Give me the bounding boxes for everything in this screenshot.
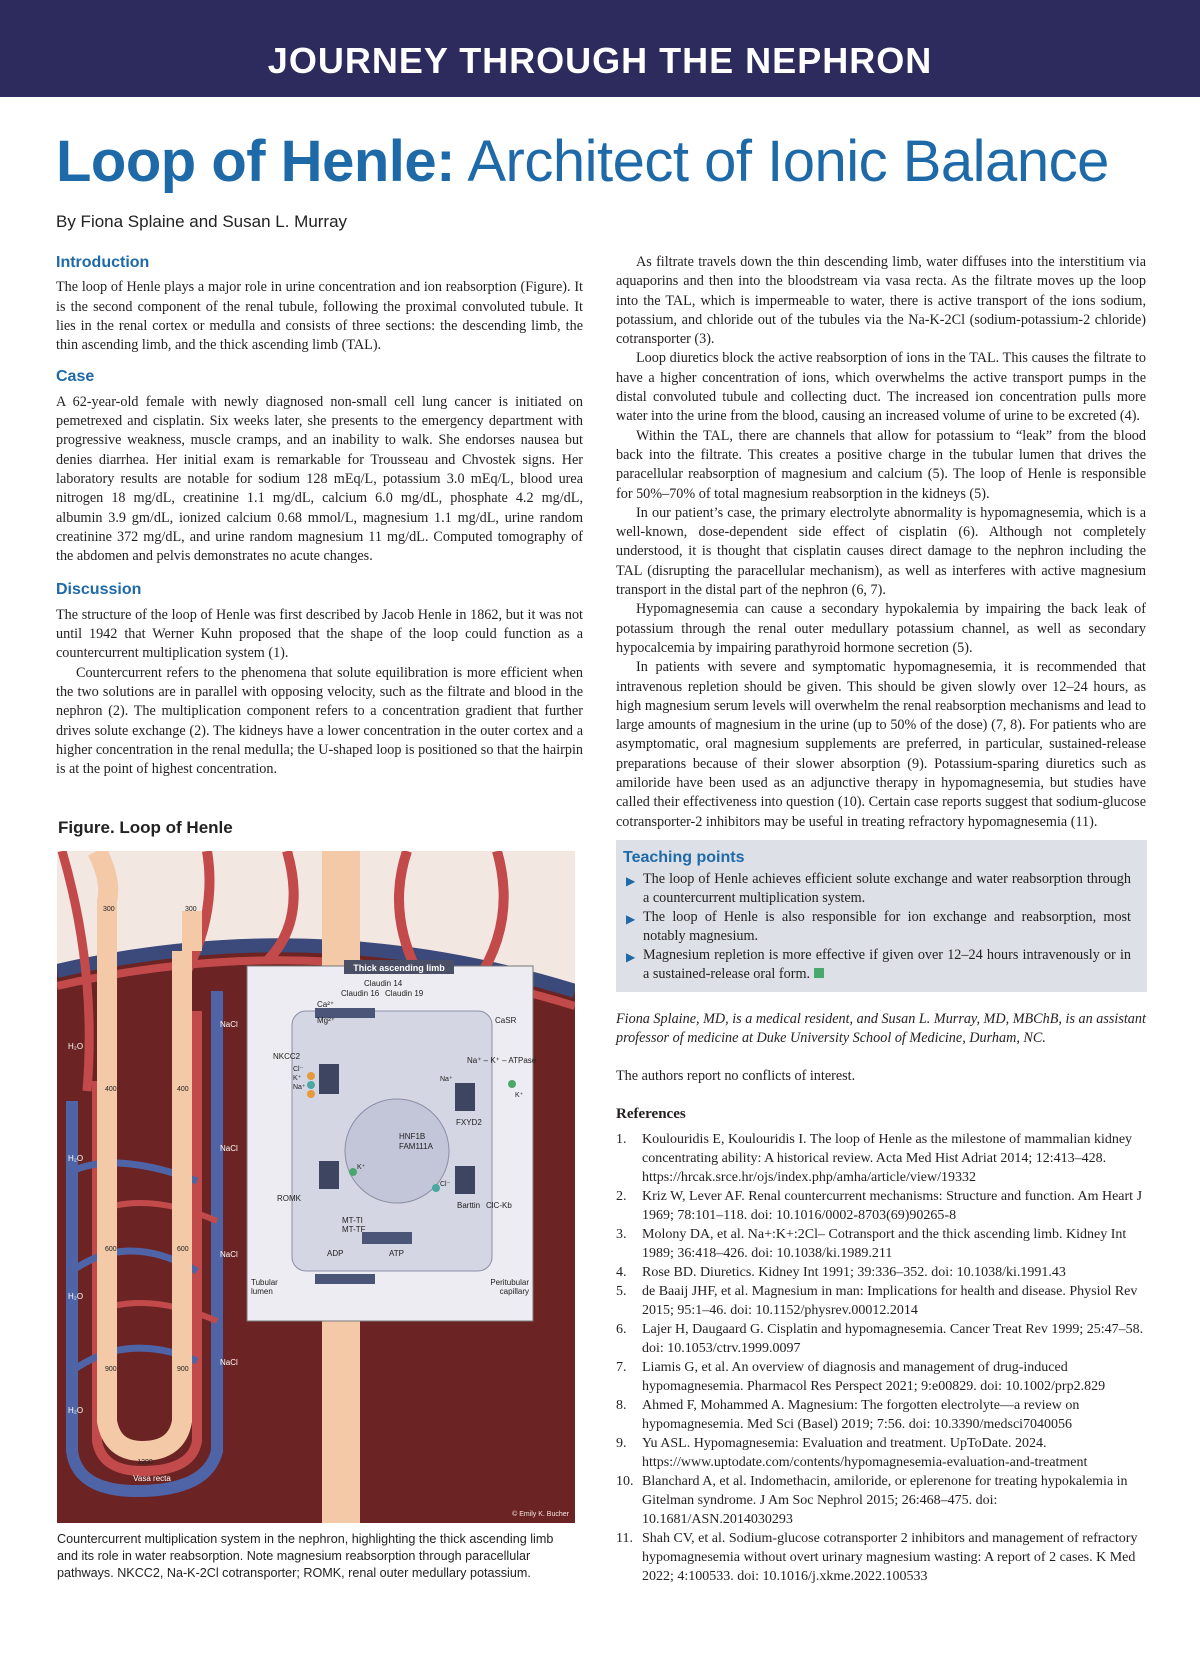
reference-item [616, 1396, 1146, 1434]
atp-label: ATP [389, 1249, 404, 1258]
adp-label: ADP [327, 1249, 344, 1258]
teaching-point-1 [626, 870, 1131, 908]
reference-number: 4. [616, 1265, 627, 1280]
na-pump-label: Na⁺ [440, 1076, 453, 1083]
reference-number: 7. [616, 1360, 627, 1375]
reference-number: 6. [616, 1322, 627, 1337]
reference-number: 9. [616, 1436, 627, 1451]
right-paragraph-5: Hypomagnesemia can cause a secondary hypokalemia by impairing the back leak of potassium through the renal outer medullary potassium channel, as well as secondary hypocalcemia by impairing parathyroid hormone secretion (5). [616, 601, 1146, 656]
na-ion [307, 1090, 315, 1098]
reference-text: Liamis G, et al. An overview of diagnosis and management of drug-induced hypomagnesemia. Pharmacol Res Perspect 2021; 9:e00829. doi: 10.1002/prp2.829 [642, 1360, 1106, 1394]
reference-text: Lajer H, Daugaard G. Cisplatin and hypomagnesemia. Cancer Treat Rev 1999; 25:47–58. doi: 10.1053/ctrv.1999.0097 [642, 1322, 1144, 1356]
concentration-900-right: 900 [177, 1366, 189, 1373]
bullet-triangle-icon: ▶ [626, 874, 636, 888]
k-romk-label: K⁺ [357, 1164, 366, 1171]
reference-item [616, 1358, 1146, 1396]
figure-title: Figure. Loop of Henle [58, 818, 233, 837]
k-ion [307, 1081, 315, 1089]
atpase-label: Na⁺ – K⁺ – ATPase [467, 1056, 537, 1065]
concentration-1200: 1200 [137, 1459, 153, 1466]
case-paragraph: A 62-year-old female with newly diagnosed non-small cell lung cancer is initiated on pemetrexed and cisplatin. Six weeks later, she presents to the emergency department with progressive weakness, muscle cramps, and an inability to walk. She endorses nausea but denies diarrhea. Her initial exam is remarkable for Trousseau and Chvostek signs. Her laboratory results are notable for sodium 128 mEq/L, potassium 3.0 mEq/L, blood urea nitrogen 18 mg/dL, creatinine 1.1 mg/dL, calcium 6.0 mg/dL, phosphate 4.2 mg/dL, albumin 3.9 gm/dL, ionized calcium 0.68 mmol/L, magnesium 1.1 mg/dL, urine random creatinine 372 mg/dL, and urine random magnesium 11 mg/dL. Computed tomography of the abdomen and pelvis demonstrates no acute changes. [56, 393, 583, 565]
reference-text: Shah CV, et al. Sodium-glucose cotransporter 2 inhibitors and management of refractory hypomagnesemia without overt urinary magnesium wasting: A report of 2 cases. K Med 2022; 4:100533. doi: 10.1016/j.xkme.2022.100533 [642, 1531, 1138, 1584]
barttin-label: Barttin [457, 1201, 481, 1210]
reference-number: 11. [616, 1531, 633, 1546]
cl-ion-exit [432, 1184, 440, 1192]
fxyd2-label: FXYD2 [456, 1118, 482, 1127]
figure-illustration [57, 851, 575, 1523]
bullet-triangle-icon: ▶ [626, 950, 636, 964]
references-list [616, 1130, 1146, 1586]
discussion-paragraph-1: The structure of the loop of Henle was first described by Jacob Henle in 1862, but it was not until 1942 that Werner Kuhn proposed that the shape of the loop could function as a countercurrent multiplication system (1). [56, 606, 583, 662]
section-heading-case: Case [56, 368, 95, 386]
title-rest: Architect of Ionic Balance [467, 129, 1109, 194]
reference-text: Koulouridis E, Koulouridis I. The loop of Henle as the milestone of mammalian kidney concentrating ability: A historical review. Acta Med Hist Adriat 2014; 12:413–428. https://hrcak.srce.hr/ojs/index.php/amha/article/view/19332 [642, 1132, 1133, 1185]
teaching-points-box [616, 840, 1147, 992]
right-paragraph-6: In patients with severe and symptomatic hypomagnesemia, it is recommended that intravenous repletion should be given. This should be given slowly over 12–24 hours, as high magnesium serum levels will overwhelm the renal reabsorption mechanisms and lead to large amounts of magnesium in the urine (up to 50% of the dose) (7, 8). For patients who are asymptomatic, oral magnesium supplements are preferred, in particular, sustained-release preparations because of their slower absorption (9). Potassium-sparing diuretics such as amiloride have been used as an adjunctive therapy in hypomagnesemia, but studies have called their effectiveness into question (10). Certain case reports suggest that sodium-glucose cotransporter-2 inhibitors may be useful in treating refractory hypomagnesemia (11). [616, 659, 1146, 830]
water-label-4: H₂O [68, 1406, 84, 1415]
reference-text: Ahmed F, Mohammed A. Magnesium: The forgotten electrolyte—a review on hypomagnesemia. Med Sci (Basel) 2019; 7:56. doi: 10.3390/medsci7040056 [642, 1398, 1080, 1432]
author-affiliation: Fiona Splaine, MD, is a medical resident, and Susan L. Murray, MD, MBChB, is an assistant professor of medicine at Duke University School of Medicine, Durham, NC. [616, 1011, 1146, 1047]
casr-label: CaSR [495, 1016, 517, 1025]
water-label-3: H₂O [68, 1292, 84, 1301]
romk-label: ROMK [277, 1194, 301, 1203]
reference-item [616, 1282, 1146, 1320]
concentration-300-left: 300 [103, 906, 115, 913]
concentration-400-left: 400 [105, 1086, 117, 1093]
teaching-point-text: Magnesium repletion is more effective if given over 12–24 hours intravenously or in a sustained-release oral form. [643, 947, 1131, 982]
right-paragraph-4: In our patient’s case, the primary electrolyte abnormality is hypomagnesemia, which is a well-known, dose-dependent side effect of cisplatin (6). Although not completely understood, it is thought that cisplatin causes direct damage to the nephron including the TAL (disrupting the paracellular mechanism), as well as interferes with active magnesium transport in the distal part of the nephron (6, 7). [616, 504, 1146, 599]
reference-text: de Baaij JHF, et al. Magnesium in man: Implications for health and disease. Physiol Rev 2015; 95:1–46. doi: 10.1152/physrev.00012.2014 [642, 1284, 1138, 1318]
na-label: Na⁺ [293, 1084, 306, 1091]
reference-number: 2. [616, 1189, 627, 1204]
reference-item [616, 1130, 1146, 1187]
page-title [56, 128, 1109, 195]
reference-number: 8. [616, 1398, 627, 1413]
bullet-triangle-icon: ▶ [626, 912, 636, 926]
water-label-1: H₂O [68, 1042, 84, 1051]
hnf1b-label: HNF1B [399, 1132, 426, 1141]
nacl-label-3: NaCl [220, 1250, 238, 1259]
k-pump-label: K⁺ [515, 1092, 524, 1099]
banner-title: JOURNEY THROUGH THE NEPHRON [267, 40, 933, 81]
vasa-recta-label: Vasa recta [133, 1474, 171, 1483]
teaching-points-list [626, 870, 1131, 984]
water-label-2: H₂O [68, 1154, 84, 1163]
lumen-label: lumen [251, 1287, 273, 1296]
concentration-600-left: 600 [105, 1246, 117, 1253]
claudin-19-label: Claudin 19 [385, 989, 424, 998]
concentration-400-right: 400 [177, 1086, 189, 1093]
atpase-pump [455, 1083, 475, 1111]
nkcc2-label: NKCC2 [273, 1052, 301, 1061]
figure-caption: Countercurrent multiplication system in the nephron, highlighting the thick ascending limb and its role in water reabsorption. Note magnesium reabsorption through paracellular pathways. NKCC2, Na-K-2Cl cotransporter; ROMK, renal outer medullary potassium. [57, 1532, 554, 1580]
reference-number: 5. [616, 1284, 627, 1299]
clckb-label: ClC-Kb [486, 1201, 512, 1210]
right-column [616, 253, 1146, 832]
reference-number: 3. [616, 1227, 627, 1242]
tubular-label: Tubular [251, 1278, 278, 1287]
cl-label: Cl⁻ [293, 1066, 304, 1073]
mt-ti-label: MT-TI [342, 1216, 363, 1225]
references-heading: References [616, 1106, 686, 1122]
concentration-900-left: 900 [105, 1366, 117, 1373]
reference-item [616, 1472, 1146, 1529]
k-ion-pump [508, 1080, 516, 1088]
reference-text: Kriz W, Lever AF. Renal countercurrent mechanisms: Structure and function. Am Heart J 1969; 78:101–118. doi: 10.1016/0002-8703(69)90265-8 [642, 1189, 1143, 1223]
loop-of-henle-diagram [57, 851, 575, 1523]
teaching-point-2 [626, 908, 1131, 946]
reference-item [616, 1225, 1146, 1263]
illustration-credit: © Emily K. Bucher [512, 1511, 569, 1518]
k-label: K⁺ [293, 1075, 302, 1082]
nkcc2-transporter [319, 1064, 339, 1094]
capillary-label: capillary [499, 1287, 529, 1296]
reference-item [616, 1187, 1146, 1225]
reference-text: Yu ASL. Hypomagnesemia: Evaluation and treatment. UpToDate. 2024. https://www.uptodate.com/contents/hypomagnesemia-evaluation-and-treatment [642, 1436, 1088, 1470]
reference-number: 1. [616, 1132, 627, 1147]
magnesium-label: Mg²⁺ [317, 1016, 335, 1025]
intro-paragraph: The loop of Henle plays a major role in urine concentration and ion reabsorption (Figure). It is the second component of the renal tubule, following the proximal convoluted tubule. It lies in the renal cortex or medulla and consists of three sections: the descending limb, the thin ascending limb, and the thick ascending limb (TAL). [56, 279, 583, 354]
right-paragraph-2: Loop diuretics block the active reabsorption of ions in the TAL. This causes the filtrate to have a higher concentration of ions, which overwhelms the active transport pumps in the distal convoluted tubule and collecting duct. The increased ion concentration pulls more water into the urine from the blood, causing an increased volume of urine to be excreted (4). [616, 350, 1146, 425]
nacl-label-4: NaCl [220, 1358, 238, 1367]
title-bold: Loop of Henle: [56, 129, 455, 194]
fam111a-label: FAM111A [399, 1142, 433, 1151]
cl-exit-label: Cl⁻ [440, 1181, 451, 1188]
mitochondria [362, 1232, 412, 1244]
concentration-300-right: 300 [185, 906, 197, 913]
right-paragraph-1: As filtrate travels down the thin descending limb, water diffuses into the interstitium via aquaporins and then into the bloodstream via vasa recta. As the filtrate moves up the loop into the TAL, which is impermeable to water, there is active transport of the ions sodium, potassium, and chloride out of the tubules via the Na-K-2Cl (sodium-potassium-2 chloride) cotransporter (3). [616, 254, 1146, 348]
conflict-statement: The authors report no conflicts of interest. [616, 1068, 856, 1084]
peritubular-label: Peritubular [490, 1278, 529, 1287]
right-paragraph-3: Within the TAL, there are channels that allow for potassium to “leak” from the blood back into the filtrate. This creates a positive charge in the tubular lumen that drives the paracellular reabsorption of magnesium and calcium (5). The loop of Henle is responsible for 50%–70% of total magnesium reabsorption in the kidneys (5). [616, 427, 1146, 502]
nacl-label-2: NaCl [220, 1144, 238, 1153]
claudin-16-label: Claudin 16 [341, 989, 380, 998]
reference-item [616, 1434, 1146, 1472]
inset-title: Thick ascending limb [353, 963, 445, 973]
calcium-label: Ca²⁺ [317, 1000, 335, 1009]
cl-ion [307, 1072, 315, 1080]
section-heading-discussion: Discussion [56, 581, 142, 599]
end-mark-square-icon [814, 968, 824, 978]
romk-channel [319, 1161, 339, 1189]
reference-number: 10. [616, 1474, 634, 1489]
reference-item [616, 1529, 1146, 1586]
basal-claudin [315, 1274, 375, 1284]
reference-text: Molony DA, et al. Na+:K+:2Cl– Cotransport and the thick ascending limb. Kidney Int 1989; 36:418–426. doi: 10.1038/ki.1989.211 [642, 1227, 1127, 1261]
discussion-paragraph-2: Countercurrent refers to the phenomena that solute equilibration is more efficient when the two solutions are in parallel with opposing velocity, such as the filtrate and blood in the nephron (2). The multiplication component refers to a concentration gradient that further drives solute exchange (2). The kidneys have a lower concentration in the outer cortex and a higher concentration in the renal medulla; the U-shaped loop is positioned so that the hairpin is at the point of highest concentration. [56, 664, 583, 778]
reference-item [616, 1263, 1146, 1282]
teaching-points-title: Teaching points [623, 849, 745, 866]
reference-text: Blanchard A, et al. Indomethacin, amiloride, or eplerenone for treating hypokalemia in Gitelman syndrome. J Am Soc Nephrol 2015; 26:468–475. doi: 10.1681/ASN.2014030293 [642, 1474, 1128, 1527]
nacl-label-1: NaCl [220, 1020, 238, 1029]
claudin-14-label: Claudin 14 [364, 979, 403, 988]
clckb-channel [455, 1166, 475, 1194]
concentration-600-right: 600 [177, 1246, 189, 1253]
k-ion-romk [349, 1168, 357, 1176]
reference-text: Rose BD. Diuretics. Kidney Int 1991; 39:336–352. doi: 10.1038/ki.1991.43 [642, 1265, 1066, 1280]
header-banner [0, 0, 1200, 97]
reference-item [616, 1320, 1146, 1358]
byline: By Fiona Splaine and Susan L. Murray [56, 212, 348, 231]
teaching-point-text: The loop of Henle is also responsible for ion exchange and reabsorption, most notably magnesium. [643, 909, 1131, 944]
left-column [56, 253, 583, 779]
teaching-point-text: The loop of Henle achieves efficient solute exchange and water reabsorption through a countercurrent multiplication system. [643, 871, 1131, 906]
section-heading-introduction: Introduction [56, 254, 150, 271]
teaching-point-3 [626, 946, 1131, 984]
mt-tf-label: MT-TF [342, 1225, 366, 1234]
